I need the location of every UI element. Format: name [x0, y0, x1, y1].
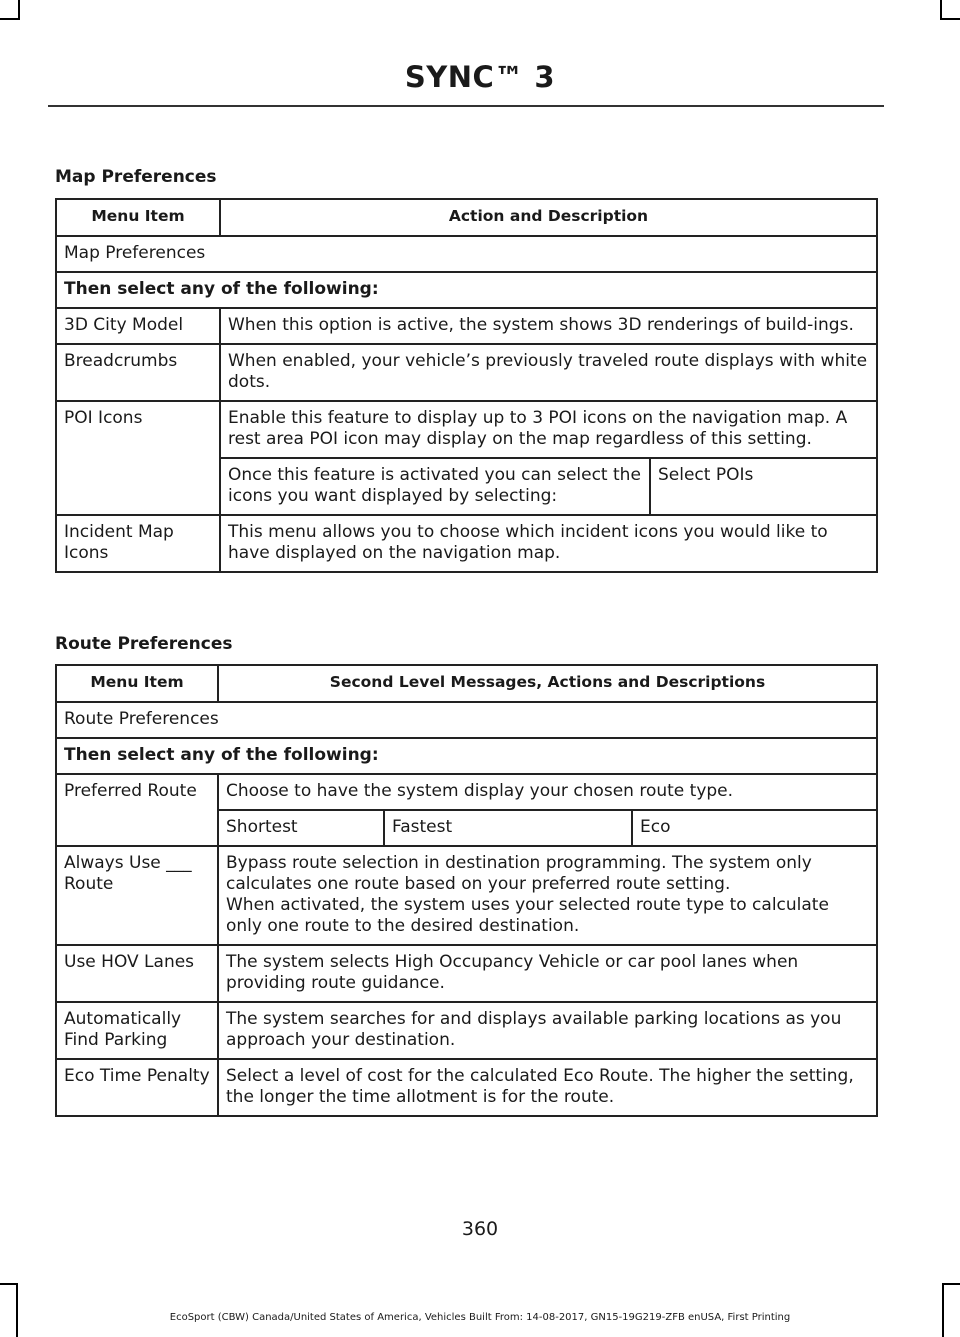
crop-mark-top-left	[0, 0, 20, 20]
footer-text: EcoSport (CBW) Canada/United States of America, Vehicles Built From: 14-08-2017, GN15-19G219-ZFB enUSA, First Printing	[169, 1312, 791, 1323]
menu-item-cell: 3D City Model	[56, 308, 220, 344]
title-divider	[48, 105, 884, 107]
description-paragraph: When activated, the system uses your selected route type to calculate only one route to the desired destination.	[226, 895, 829, 936]
description-paragraph: Bypass route selection in destination programming. The system only calculates one route based on your preferred route setting.	[226, 853, 812, 894]
column-header-action: Action and Description	[220, 199, 877, 236]
table-row	[56, 236, 877, 272]
crop-mark-bottom-left	[0, 1283, 18, 1337]
page-number: 360	[461, 1218, 499, 1240]
map-preferences-table	[55, 198, 878, 573]
menu-item-cell: Eco Time Penalty	[56, 1059, 218, 1116]
menu-path-cell: Map Preferences	[56, 236, 877, 272]
menu-item-cell: POI Icons	[56, 401, 220, 515]
menu-item-cell: Use HOV Lanes	[56, 945, 218, 1002]
table-row	[56, 738, 877, 774]
route-option-eco: Eco	[632, 810, 877, 846]
column-header-action: Second Level Messages, Actions and Descriptions	[218, 665, 877, 702]
description-cell: When this option is active, the system shows 3D renderings of build-ings.	[220, 308, 877, 344]
table-header-row	[56, 665, 877, 702]
instruction-cell: Then select any of the following:	[56, 738, 877, 774]
description-cell: The system searches for and displays available parking locations as you approach your destination.	[218, 1002, 877, 1059]
column-header-menu-item: Menu Item	[56, 199, 220, 236]
crop-mark-top-right	[940, 0, 960, 20]
menu-item-cell: Breadcrumbs	[56, 344, 220, 401]
table-row	[56, 945, 877, 1002]
description-cell	[218, 846, 877, 945]
page-title: SYNC™ 3	[404, 60, 556, 94]
crop-mark-bottom-right	[942, 1283, 960, 1337]
table-row	[56, 1059, 877, 1116]
description-cell: Choose to have the system display your chosen route type.	[218, 774, 877, 810]
menu-item-cell: Always Use ___ Route	[56, 846, 218, 945]
table-row	[56, 1002, 877, 1059]
table-row	[56, 702, 877, 738]
description-cell: This menu allows you to choose which incident icons you would like to have displayed on the navigation map.	[220, 515, 877, 572]
table-row	[56, 272, 877, 308]
route-option-fastest: Fastest	[384, 810, 632, 846]
route-option-shortest: Shortest	[218, 810, 384, 846]
map-preferences-heading: Map Preferences	[55, 167, 217, 187]
menu-path-cell: Route Preferences	[56, 702, 877, 738]
description-cell: Enable this feature to display up to 3 POI icons on the navigation map. A rest area POI icon may display on the map regardless of this setting.	[220, 401, 877, 458]
route-preferences-table	[55, 664, 878, 1117]
menu-item-cell: Preferred Route	[56, 774, 218, 846]
menu-item-cell: Incident Map Icons	[56, 515, 220, 572]
route-preferences-heading: Route Preferences	[55, 634, 233, 654]
description-cell: Select a level of cost for the calculated Eco Route. The higher the setting, the longer the time allotment is for the route.	[218, 1059, 877, 1116]
table-header-row	[56, 199, 877, 236]
menu-item-cell: Automatically Find Parking	[56, 1002, 218, 1059]
sub-description-cell: Once this feature is activated you can select the icons you want displayed by selecting:	[220, 458, 650, 515]
table-row	[56, 344, 877, 401]
description-cell: The system selects High Occupancy Vehicle or car pool lanes when providing route guidance.	[218, 945, 877, 1002]
instruction-cell: Then select any of the following:	[56, 272, 877, 308]
table-row	[56, 846, 877, 945]
table-row	[56, 308, 877, 344]
description-cell: When enabled, your vehicle’s previously traveled route displays with white dots.	[220, 344, 877, 401]
table-row	[56, 774, 877, 810]
sub-option-cell: Select POIs	[650, 458, 877, 515]
table-row	[56, 515, 877, 572]
table-row	[56, 401, 877, 458]
column-header-menu-item: Menu Item	[56, 665, 218, 702]
